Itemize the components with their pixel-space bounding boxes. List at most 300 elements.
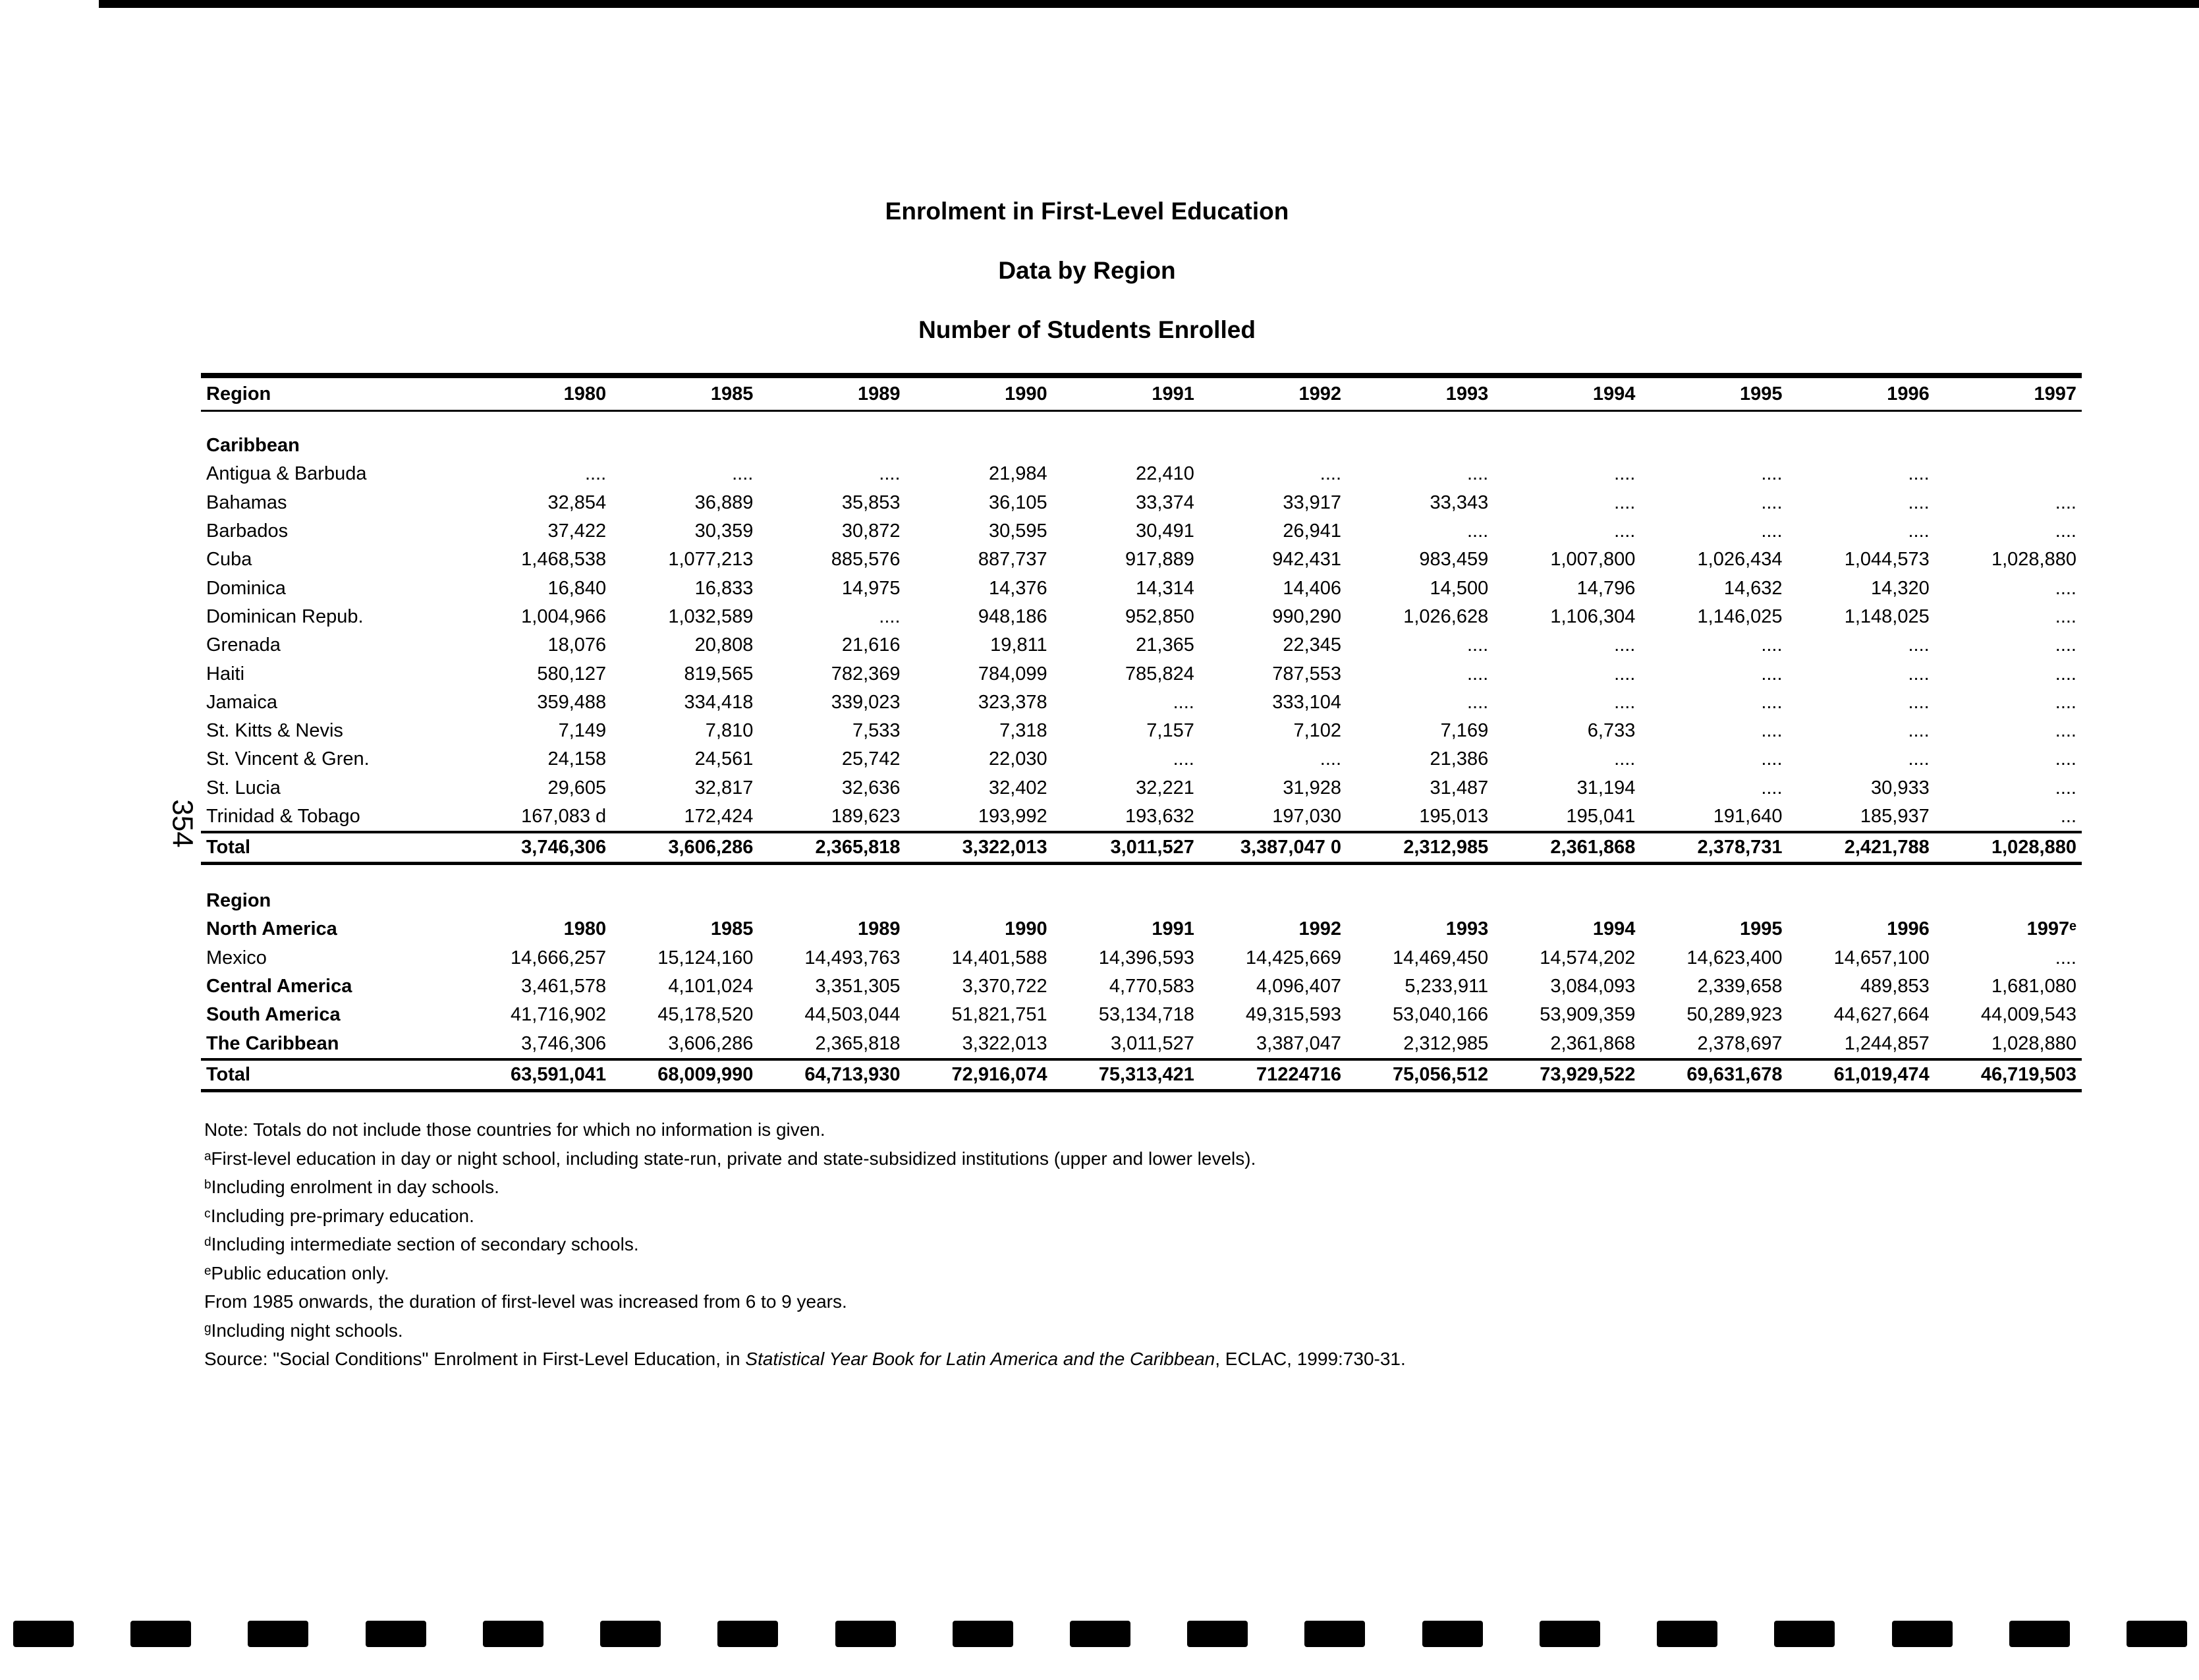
year-header: 1993	[1445, 918, 1489, 940]
value-cell: ....	[1320, 748, 1342, 770]
empty-cell	[1200, 887, 1347, 915]
value-cell: ....	[1908, 634, 1930, 656]
year-header: 1997ᵉ	[2026, 918, 2076, 940]
value-cell: 21,386	[1430, 748, 1489, 770]
empty-cell	[1347, 432, 1493, 460]
value-cell: ....	[1466, 691, 1489, 713]
value-cell: 21,984	[988, 463, 1047, 485]
note-line: ᵃFirst-level education in day or night school, including state-run, private and state-subsidized institutions (upper and lower levels).	[204, 1148, 1256, 1169]
value-cell: 1,028,880	[1991, 549, 2076, 571]
value-cell: 19,811	[990, 634, 1047, 656]
value-cell: 14,632	[1723, 577, 1783, 599]
scan-mark	[1422, 1621, 1483, 1647]
value-cell: 952,850	[1125, 605, 1194, 627]
value-cell: 7,157	[1146, 720, 1194, 742]
empty-cell	[1493, 887, 1640, 915]
value-cell: 7,169	[1440, 720, 1489, 742]
value-cell: ....	[2055, 634, 2076, 656]
country-name: St. Lucia	[206, 777, 281, 798]
value-cell: 2,312,985	[1403, 1032, 1489, 1054]
total-value: 2,312,985	[1347, 832, 1493, 864]
year-header: 1990	[906, 376, 1053, 411]
table-row	[201, 972, 2082, 1001]
value-cell: 21,365	[1136, 634, 1194, 656]
table-row	[201, 489, 2082, 517]
table-row	[201, 745, 2082, 773]
value-cell: 4,096,407	[1256, 976, 1342, 997]
value-cell: 3,461,578	[521, 976, 607, 997]
value-cell: 32,817	[694, 777, 754, 798]
scan-mark	[600, 1621, 661, 1647]
value-cell: 45,178,520	[657, 1004, 754, 1026]
value-cell: ....	[1466, 663, 1489, 685]
total-value: 69,631,678	[1640, 1059, 1787, 1091]
country-name: Jamaica	[206, 691, 277, 713]
year-header: 1980	[563, 918, 607, 940]
value-cell: 32,221	[1136, 777, 1194, 798]
value-cell: ....	[2055, 577, 2076, 599]
scan-mark	[366, 1621, 426, 1647]
value-cell: 1,146,025	[1697, 605, 1783, 627]
value-cell	[1935, 460, 2082, 488]
value-cell: 819,565	[684, 663, 754, 685]
year-header: 1993	[1347, 376, 1493, 411]
value-cell: ....	[1466, 634, 1489, 656]
group-label: Caribbean	[206, 435, 300, 457]
caribbean-table	[201, 373, 2082, 865]
value-cell: 30,595	[988, 520, 1047, 542]
value-cell: 3,606,286	[668, 1032, 754, 1054]
value-cell: 784,099	[978, 663, 1047, 685]
region-header: Region	[201, 376, 464, 411]
value-cell: 7,149	[558, 720, 607, 742]
value-cell: 24,158	[547, 748, 607, 770]
value-cell: ....	[1761, 520, 1783, 542]
year-header: 1985	[611, 376, 758, 411]
value-cell: 44,503,044	[804, 1004, 901, 1026]
year-header: 1980	[464, 376, 611, 411]
value-cell: 1,028,880	[1991, 1032, 2076, 1054]
scan-mark	[835, 1621, 896, 1647]
value-cell: 3,351,305	[815, 976, 901, 997]
total-value: 1,028,880	[1935, 832, 2082, 864]
country-name: St. Kitts & Nevis	[206, 720, 343, 742]
value-cell: 323,378	[978, 691, 1047, 713]
value-cell: 30,491	[1136, 520, 1194, 542]
empty-cell	[464, 432, 611, 460]
value-cell: 1,026,628	[1403, 605, 1489, 627]
empty-cell	[1935, 432, 2082, 460]
value-cell: ....	[2055, 605, 2076, 627]
value-cell: 14,493,763	[804, 947, 901, 968]
table-row	[201, 546, 2082, 574]
value-cell: 14,796	[1576, 577, 1636, 599]
value-cell: 1,148,025	[1844, 605, 1930, 627]
value-cell: 36,889	[694, 491, 754, 513]
empty-cell	[1640, 887, 1787, 915]
value-cell: ....	[2055, 520, 2076, 542]
total-value: 72,916,074	[906, 1059, 1053, 1091]
country-name: Bahamas	[206, 491, 287, 513]
value-cell: 30,933	[1871, 777, 1930, 798]
country-name: Antigua & Barbuda	[206, 463, 367, 485]
value-cell: 14,666,257	[511, 947, 607, 968]
year-header: 1996	[1788, 376, 1935, 411]
value-cell: 489,853	[1860, 976, 1930, 997]
total-value: 75,056,512	[1347, 1059, 1493, 1091]
value-cell: 18,076	[547, 634, 607, 656]
value-cell: 44,009,543	[1980, 1004, 2076, 1026]
value-cell: 3,387,047	[1256, 1032, 1342, 1054]
value-cell: 33,374	[1136, 491, 1194, 513]
value-cell: 3,370,722	[962, 976, 1047, 997]
value-cell: 6,733	[1587, 720, 1636, 742]
year-header: 1992	[1200, 376, 1347, 411]
value-cell: 37,422	[547, 520, 607, 542]
table-header-row	[201, 376, 2082, 411]
value-cell: ....	[2055, 491, 2076, 513]
table-row	[201, 1001, 2082, 1029]
value-cell: 14,314	[1136, 577, 1194, 599]
empty-cell	[611, 887, 758, 915]
value-cell: 14,401,588	[951, 947, 1047, 968]
total-value: 2,378,731	[1640, 832, 1787, 864]
value-cell: ....	[732, 463, 754, 485]
value-cell: ....	[1761, 691, 1783, 713]
value-cell: 580,127	[537, 663, 607, 685]
value-cell: 51,821,751	[951, 1004, 1047, 1026]
page-number: 354	[166, 799, 199, 848]
empty-cell	[464, 887, 611, 915]
country-name: Trinidad & Tobago	[206, 806, 360, 827]
value-cell: ....	[1173, 748, 1194, 770]
total-value: 3,606,286	[611, 832, 758, 864]
total-value: 73,929,522	[1493, 1059, 1640, 1091]
note-line: ᵈIncluding intermediate section of secondary schools.	[204, 1234, 639, 1254]
value-cell: 2,361,868	[1550, 1032, 1636, 1054]
regional-summary-table	[201, 887, 2082, 1092]
value-cell: 20,808	[694, 634, 754, 656]
note-line: ᵇIncluding enrolment in day schools.	[204, 1177, 499, 1197]
value-cell: 785,824	[1125, 663, 1194, 685]
page-subtitle: Data by Region	[998, 257, 1176, 284]
value-cell: 7,102	[1293, 720, 1342, 742]
value-cell: ....	[1908, 663, 1930, 685]
value-cell: 21,616	[841, 634, 901, 656]
value-cell: ....	[1761, 463, 1783, 485]
value-cell: ....	[1908, 748, 1930, 770]
value-cell: 3,746,306	[521, 1032, 607, 1054]
value-cell: 1,032,589	[668, 605, 754, 627]
value-cell: ....	[1761, 634, 1783, 656]
value-cell: ....	[1614, 691, 1636, 713]
value-cell: 333,104	[1272, 691, 1342, 713]
value-cell: 2,339,658	[1697, 976, 1783, 997]
scan-mark	[483, 1621, 543, 1647]
table-row	[201, 774, 2082, 802]
table-row	[201, 802, 2082, 832]
value-cell: ....	[1761, 720, 1783, 742]
value-cell: ....	[1320, 463, 1342, 485]
region-name: Mexico	[206, 947, 267, 968]
value-cell: 1,244,857	[1844, 1032, 1930, 1054]
year-header: 1995	[1640, 376, 1787, 411]
value-cell: 782,369	[831, 663, 901, 685]
top-border	[99, 0, 2199, 8]
empty-cell	[1788, 887, 1935, 915]
total-value: 46,719,503	[1935, 1059, 2082, 1091]
value-cell: 167,083 d	[521, 806, 607, 827]
value-cell: 191,640	[1713, 806, 1783, 827]
year-header: 1985	[710, 918, 754, 940]
region-name: Central America	[206, 976, 352, 997]
value-cell: 7,810	[705, 720, 754, 742]
value-cell: ....	[2055, 947, 2076, 968]
year-header: 1989	[858, 918, 901, 940]
country-name: Barbados	[206, 520, 289, 542]
value-cell: 14,657,100	[1833, 947, 1930, 968]
value-cell: 983,459	[1419, 549, 1489, 571]
value-cell: 4,770,583	[1109, 976, 1194, 997]
table-header-row	[201, 915, 2082, 943]
value-cell: 197,030	[1272, 806, 1342, 827]
scan-mark	[2009, 1621, 2070, 1647]
value-cell: 7,318	[999, 720, 1047, 742]
total-value: 61,019,474	[1788, 1059, 1935, 1091]
year-header: 1994	[1493, 376, 1640, 411]
total-value: 2,365,818	[758, 832, 905, 864]
value-cell: 14,500	[1430, 577, 1489, 599]
value-cell: 44,627,664	[1833, 1004, 1930, 1026]
value-cell: 16,840	[547, 577, 607, 599]
scan-mark	[1540, 1621, 1600, 1647]
value-cell: 1,681,080	[1991, 976, 2076, 997]
region-label: Region	[206, 890, 271, 912]
footnotes	[204, 1115, 1917, 1374]
table-row	[201, 574, 2082, 602]
value-cell: ....	[1614, 634, 1636, 656]
table-row	[201, 517, 2082, 546]
value-cell: 334,418	[684, 691, 754, 713]
value-cell: 3,084,093	[1550, 976, 1636, 997]
value-cell: 31,487	[1430, 777, 1489, 798]
empty-cell	[1788, 432, 1935, 460]
value-cell: 32,854	[547, 491, 607, 513]
value-cell: 33,343	[1430, 491, 1489, 513]
year-header: 1990	[1005, 918, 1047, 940]
total-value: 3,746,306	[464, 832, 611, 864]
value-cell: ....	[1761, 663, 1783, 685]
empty-cell	[1200, 432, 1347, 460]
value-cell: 31,194	[1576, 777, 1636, 798]
scan-marks	[13, 1621, 2187, 1647]
table-row	[201, 460, 2082, 488]
scan-mark	[2127, 1621, 2187, 1647]
page-subtitle-2: Number of Students Enrolled	[918, 316, 1256, 343]
value-cell: 1,007,800	[1550, 549, 1636, 571]
spacer-row	[201, 411, 2082, 432]
value-cell: 359,488	[537, 691, 607, 713]
total-value: 3,387,047 0	[1200, 832, 1347, 864]
year-header: 1996	[1887, 918, 1930, 940]
total-label: Total	[201, 832, 464, 864]
value-cell: ....	[1908, 691, 1930, 713]
region-name: The Caribbean	[206, 1032, 339, 1054]
value-cell: 36,105	[988, 491, 1047, 513]
scan-mark	[1304, 1621, 1365, 1647]
value-cell: ....	[1466, 520, 1489, 542]
value-cell: 195,041	[1566, 806, 1636, 827]
value-cell: ....	[879, 605, 901, 627]
value-cell: 14,425,669	[1245, 947, 1342, 968]
value-cell: ....	[1614, 463, 1636, 485]
value-cell: ....	[1614, 748, 1636, 770]
table-row	[201, 717, 2082, 745]
empty-cell	[906, 432, 1053, 460]
value-cell: ....	[1614, 491, 1636, 513]
value-cell: 14,376	[988, 577, 1047, 599]
region-label-row	[201, 887, 2082, 915]
value-cell: 185,937	[1860, 806, 1930, 827]
empty-cell	[1347, 887, 1493, 915]
value-cell: 1,026,434	[1697, 549, 1783, 571]
total-value: 68,009,990	[611, 1059, 758, 1091]
value-cell: 22,030	[988, 748, 1047, 770]
value-cell: 193,632	[1125, 806, 1194, 827]
country-name: Cuba	[206, 549, 252, 571]
value-cell: 14,406	[1283, 577, 1342, 599]
value-cell: ....	[1614, 520, 1636, 542]
scan-mark	[1892, 1621, 1953, 1647]
value-cell: 53,040,166	[1393, 1004, 1489, 1026]
value-cell: 4,101,024	[668, 976, 754, 997]
value-cell: 16,833	[694, 577, 754, 599]
title-block	[758, 198, 1416, 376]
value-cell: 14,623,400	[1686, 947, 1783, 968]
value-cell: 2,365,818	[815, 1032, 901, 1054]
total-value: 63,591,041	[464, 1059, 611, 1091]
total-value: 71224716	[1200, 1059, 1347, 1091]
value-cell: ....	[1173, 691, 1194, 713]
country-name: Haiti	[206, 663, 245, 685]
scan-mark	[953, 1621, 1013, 1647]
value-cell: ....	[1908, 463, 1930, 485]
value-cell: 32,402	[988, 777, 1047, 798]
source-title: Statistical Year Book for Latin America and the Caribbean	[745, 1349, 1215, 1369]
total-row	[201, 832, 2082, 864]
table-row	[201, 659, 2082, 688]
value-cell: ....	[2055, 748, 2076, 770]
value-cell: 35,853	[841, 491, 901, 513]
year-header: 1995	[1740, 918, 1783, 940]
empty-cell	[1053, 432, 1200, 460]
value-cell: 50,289,923	[1686, 1004, 1783, 1026]
value-cell: 942,431	[1272, 549, 1342, 571]
value-cell: 14,320	[1871, 577, 1930, 599]
value-cell: 193,992	[978, 806, 1047, 827]
empty-cell	[906, 887, 1053, 915]
value-cell: 30,359	[694, 520, 754, 542]
value-cell: 5,233,911	[1405, 976, 1489, 997]
scan-mark	[1657, 1621, 1717, 1647]
note-line: ᶜIncluding pre-primary education.	[204, 1205, 474, 1226]
note-line: Note: Totals do not include those countries for which no information is given.	[204, 1119, 825, 1140]
value-cell: 29,605	[547, 777, 607, 798]
value-cell: ....	[879, 463, 901, 485]
empty-cell	[1493, 432, 1640, 460]
empty-cell	[611, 432, 758, 460]
value-cell: 53,134,718	[1098, 1004, 1194, 1026]
scan-mark	[248, 1621, 308, 1647]
value-cell: 14,396,593	[1098, 947, 1194, 968]
total-value: 3,322,013	[906, 832, 1053, 864]
value-cell: 172,424	[684, 806, 754, 827]
note-line: ᵉPublic education only.	[204, 1262, 389, 1283]
value-cell: ....	[584, 463, 607, 485]
scan-mark	[717, 1621, 778, 1647]
value-cell: 195,013	[1419, 806, 1489, 827]
country-name: Dominica	[206, 577, 286, 599]
page-title: Enrolment in First-Level Education	[885, 198, 1289, 225]
source-line	[204, 1345, 1917, 1374]
value-cell: ....	[1614, 663, 1636, 685]
total-label: Total	[201, 1059, 464, 1091]
value-cell: 14,574,202	[1540, 947, 1636, 968]
value-cell: 3,322,013	[962, 1032, 1047, 1054]
value-cell: 1,106,304	[1550, 605, 1636, 627]
value-cell: 33,917	[1283, 491, 1342, 513]
value-cell: ....	[2055, 663, 2076, 685]
value-cell: 2,378,697	[1697, 1032, 1783, 1054]
value-cell: 41,716,902	[511, 1004, 607, 1026]
scan-mark	[13, 1621, 74, 1647]
empty-cell	[1935, 887, 2082, 915]
source-suffix: , ECLAC, 1999:730-31.	[1215, 1349, 1406, 1369]
table-row	[201, 603, 2082, 631]
value-cell: ....	[1761, 491, 1783, 513]
value-cell: 1,077,213	[668, 549, 754, 571]
total-value: 64,713,930	[758, 1059, 905, 1091]
empty-cell	[1640, 432, 1787, 460]
total-row	[201, 1059, 2082, 1091]
value-cell: ....	[2055, 777, 2076, 798]
note-line: From 1985 onwards, the duration of first-level was increased from 6 to 9 years.	[204, 1291, 847, 1312]
value-cell: ....	[1466, 463, 1489, 485]
value-cell: 990,290	[1272, 605, 1342, 627]
value-cell: ....	[1908, 520, 1930, 542]
empty-cell	[758, 432, 905, 460]
year-header: 1992	[1298, 918, 1342, 940]
total-value: 2,361,868	[1493, 832, 1640, 864]
total-value: 75,313,421	[1053, 1059, 1200, 1091]
year-header: 1991	[1152, 918, 1194, 940]
value-cell: 885,576	[831, 549, 901, 571]
scan-mark	[1070, 1621, 1130, 1647]
value-cell: 26,941	[1283, 520, 1342, 542]
value-cell: 14,469,450	[1393, 947, 1489, 968]
value-cell: ....	[1908, 491, 1930, 513]
value-cell: 15,124,160	[657, 947, 754, 968]
value-cell: 49,315,593	[1245, 1004, 1342, 1026]
table-row	[201, 944, 2082, 972]
value-cell: 787,553	[1272, 663, 1342, 685]
table-row	[201, 631, 2082, 659]
value-cell: 31,928	[1283, 777, 1342, 798]
value-cell: ....	[2055, 720, 2076, 742]
value-cell: 7,533	[852, 720, 901, 742]
table-row	[201, 688, 2082, 717]
value-cell: ...	[2060, 806, 2076, 827]
